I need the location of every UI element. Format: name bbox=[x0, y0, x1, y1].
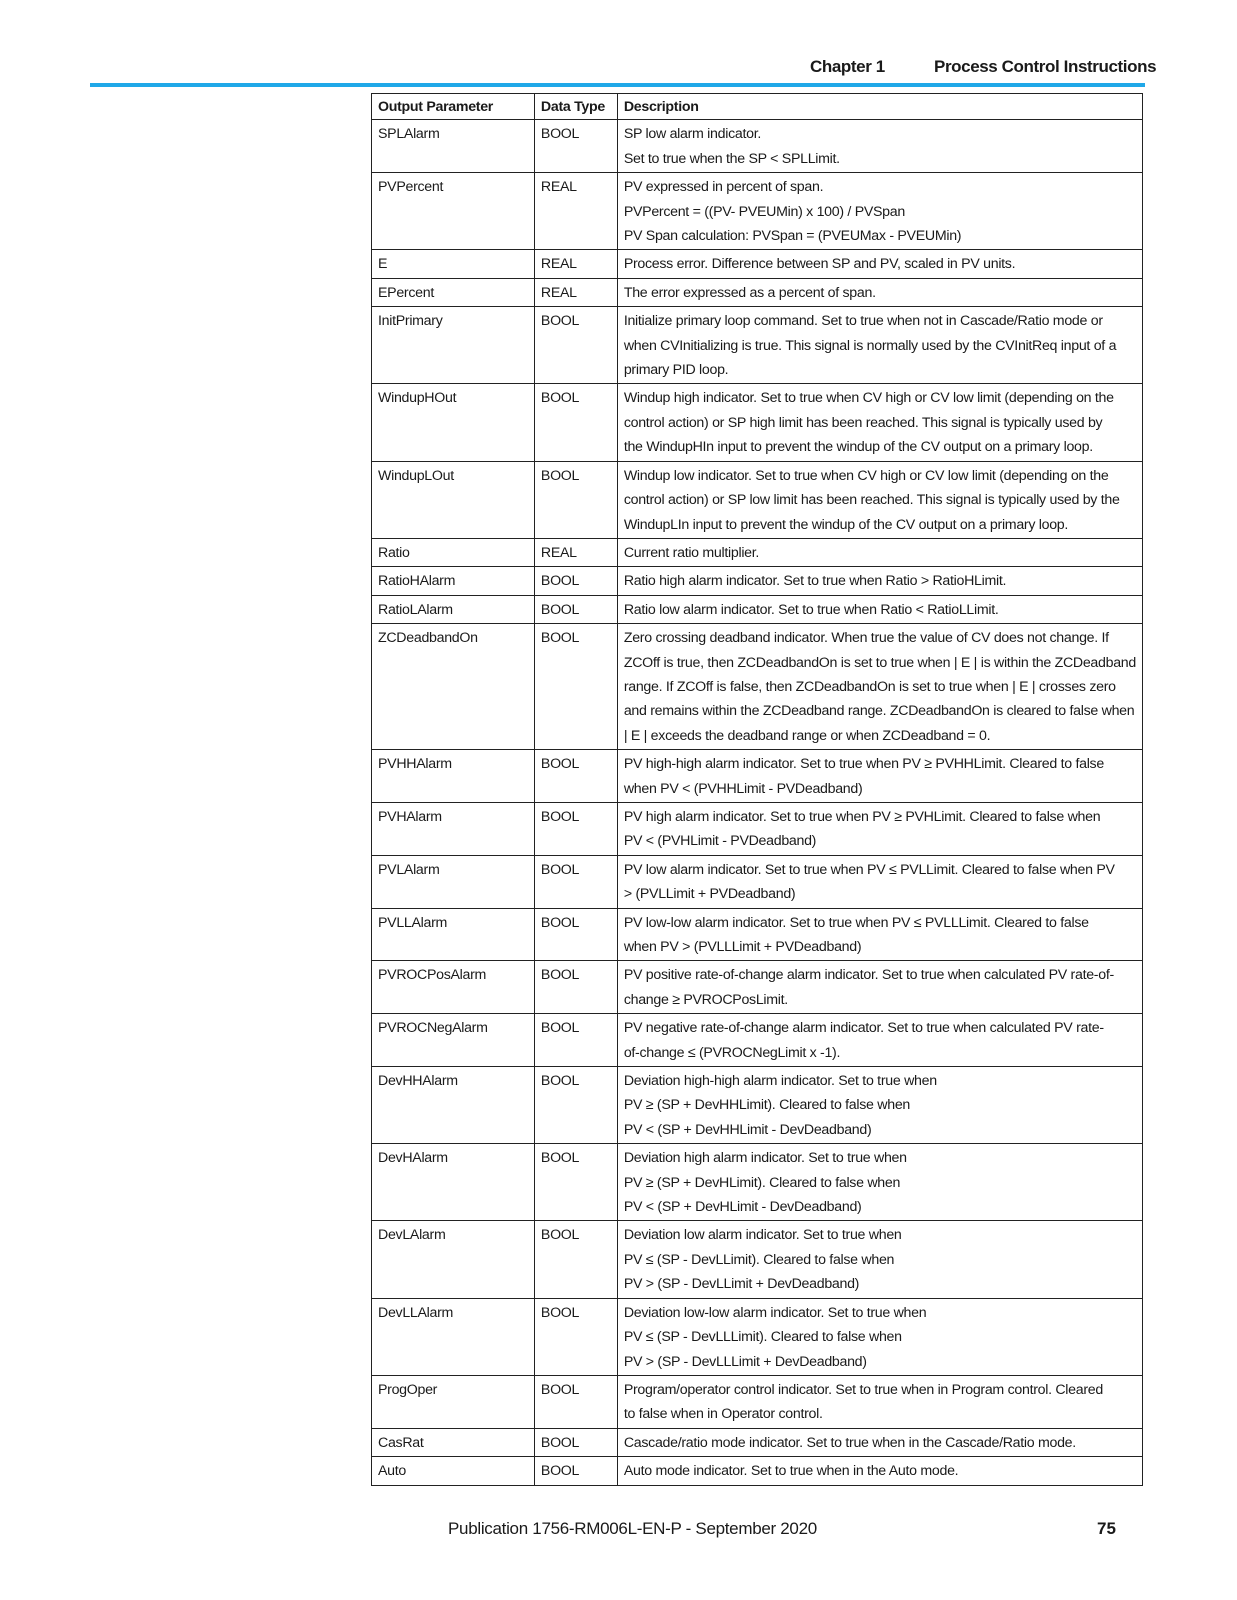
description-line: the WindupHIn input to prevent the windup of the CV output on a primary loop. bbox=[623, 439, 1093, 456]
description-line: control action) or SP high limit has been reached. This signal is typically used by bbox=[623, 414, 1103, 431]
description-line: primary PID loop. bbox=[623, 362, 729, 379]
data-type: BOOL bbox=[534, 120, 617, 173]
parameter-description bbox=[617, 1144, 1142, 1221]
table-row bbox=[372, 1144, 1143, 1221]
parameter-description bbox=[617, 750, 1142, 803]
data-type: BOOL bbox=[534, 908, 617, 961]
description-line: when PV > (PVLLLimit + PVDeadband) bbox=[623, 939, 862, 955]
description-line: | E | exceeds the deadband range or when ZCDeadband = 0. bbox=[623, 727, 991, 744]
parameter-description bbox=[617, 567, 1142, 595]
table-row bbox=[372, 802, 1143, 855]
table-body bbox=[372, 120, 1143, 1485]
description-line: PV ≤ (SP - DevLLLimit). Cleared to false when bbox=[623, 1329, 902, 1346]
description-line: Cascade/ratio mode indicator. Set to true when in the Cascade/Ratio mode. bbox=[623, 1434, 1076, 1451]
parameter-description bbox=[617, 1221, 1142, 1298]
data-type: REAL bbox=[534, 538, 617, 566]
parameter-description bbox=[617, 1375, 1142, 1428]
parameter-description bbox=[617, 307, 1142, 384]
description-line: Deviation high-high alarm indicator. Set to true when bbox=[623, 1073, 937, 1090]
column-header-description: Description bbox=[617, 94, 1142, 120]
table-row bbox=[372, 461, 1143, 538]
data-type: BOOL bbox=[534, 1298, 617, 1375]
page-header bbox=[0, 57, 1237, 81]
table-row bbox=[372, 384, 1143, 461]
parameter-name: InitPrimary bbox=[372, 307, 535, 384]
description-line: Windup low indicator. Set to true when CV high or CV low limit (depending on the bbox=[623, 467, 1109, 484]
data-type: BOOL bbox=[534, 750, 617, 803]
output-parameters-table bbox=[371, 93, 1143, 1486]
data-type: BOOL bbox=[534, 1457, 617, 1485]
description-line: Windup high indicator. Set to true when CV high or CV low limit (depending on the bbox=[623, 390, 1114, 407]
data-type: BOOL bbox=[534, 461, 617, 538]
description-line: PV high-high alarm indicator. Set to true when PV ≥ PVHHLimit. Cleared to false bbox=[623, 756, 1104, 773]
footer-publication: Publication 1756-RM006L-EN-P - September 2020 bbox=[448, 1519, 817, 1538]
parameter-name: WindupLOut bbox=[372, 461, 535, 538]
parameter-description bbox=[617, 1298, 1142, 1375]
parameter-description bbox=[617, 384, 1142, 461]
description-line: Set to true when the SP < SPLLimit. bbox=[623, 150, 840, 167]
description-line: Deviation low-low alarm indicator. Set to true when bbox=[623, 1304, 927, 1321]
description-line: PV negative rate-of-change alarm indicator. Set to true when calculated PV rate- bbox=[623, 1020, 1104, 1037]
parameter-name: DevLAlarm bbox=[372, 1221, 535, 1298]
description-line: PV > (SP - DevLLLimit + DevDeadband) bbox=[623, 1353, 867, 1370]
parameter-description bbox=[617, 624, 1142, 750]
description-line: SP low alarm indicator. bbox=[623, 126, 761, 143]
description-line: PV expressed in percent of span. bbox=[623, 179, 824, 196]
table-row bbox=[372, 855, 1143, 908]
table-row bbox=[372, 1014, 1143, 1067]
description-line: Program/operator control indicator. Set to true when in Program control. Cleared bbox=[623, 1381, 1103, 1398]
parameter-name: PVLAlarm bbox=[372, 855, 535, 908]
description-line: PV < (PVHLimit - PVDeadband) bbox=[623, 833, 817, 850]
table-row bbox=[372, 1221, 1143, 1298]
data-type: BOOL bbox=[534, 1144, 617, 1221]
table-row bbox=[372, 961, 1143, 1014]
description-line: Initialize primary loop command. Set to true when not in Cascade/Ratio mode or bbox=[623, 313, 1103, 330]
table-row bbox=[372, 538, 1143, 566]
table-row bbox=[372, 750, 1143, 803]
data-type: REAL bbox=[534, 173, 617, 250]
table-row bbox=[372, 624, 1143, 750]
table-row bbox=[372, 1067, 1143, 1144]
parameter-name: RatioLAlarm bbox=[372, 595, 535, 623]
description-line: PV positive rate-of-change alarm indicator. Set to true when calculated PV rate-of- bbox=[623, 967, 1114, 984]
description-line: Ratio high alarm indicator. Set to true when Ratio > RatioHLimit. bbox=[623, 573, 1007, 590]
parameter-description bbox=[617, 461, 1142, 538]
parameter-name: DevHAlarm bbox=[372, 1144, 535, 1221]
column-header-parameter: Output Parameter bbox=[372, 94, 535, 120]
parameter-name: CasRat bbox=[372, 1428, 535, 1456]
parameter-description bbox=[617, 1014, 1142, 1067]
parameter-description bbox=[617, 1428, 1142, 1456]
data-type: BOOL bbox=[534, 1221, 617, 1298]
description-line: ZCOff is true, then ZCDeadbandOn is set to true when | E | is within the ZCDeadband bbox=[623, 654, 1136, 671]
description-line: Zero crossing deadband indicator. When true the value of CV does not change. If bbox=[623, 630, 1109, 647]
description-line: PV < (SP + DevHHLimit - DevDeadband) bbox=[623, 1121, 872, 1138]
parameter-name: PVPercent bbox=[372, 173, 535, 250]
table-row bbox=[372, 1457, 1143, 1485]
description-line: PV < (SP + DevHLimit - DevDeadband) bbox=[623, 1199, 862, 1216]
parameter-name: ZCDeadbandOn bbox=[372, 624, 535, 750]
description-line: The error expressed as a percent of span. bbox=[623, 284, 876, 301]
data-type: BOOL bbox=[534, 1014, 617, 1067]
description-line: PV low alarm indicator. Set to true when PV ≤ PVLLimit. Cleared to false when PV bbox=[623, 861, 1115, 878]
table-row bbox=[372, 1298, 1143, 1375]
parameter-name: RatioHAlarm bbox=[372, 567, 535, 595]
description-line: PV Span calculation: PVSpan = (PVEUMax - PVEUMin) bbox=[623, 228, 962, 245]
description-line: range. If ZCOff is false, then ZCDeadbandOn is set to true when | E | crosses zero bbox=[623, 678, 1116, 695]
data-type: BOOL bbox=[534, 855, 617, 908]
description-line: Current ratio multiplier. bbox=[623, 544, 760, 561]
description-line: when CVInitializing is true. This signal is normally used by the CVInitReq input of a bbox=[623, 337, 1117, 354]
parameter-name: WindupHOut bbox=[372, 384, 535, 461]
description-line: and remains within the ZCDeadband range. ZCDeadbandOn is cleared to false when bbox=[623, 703, 1135, 720]
parameter-description bbox=[617, 120, 1142, 173]
chapter-title: Process Control Instructions bbox=[934, 57, 1157, 76]
parameter-description bbox=[617, 250, 1142, 278]
parameter-name: PVROCPosAlarm bbox=[372, 961, 535, 1014]
description-line: PV ≥ (SP + DevHLimit). Cleared to false when bbox=[623, 1174, 901, 1191]
table-row bbox=[372, 278, 1143, 306]
parameter-name: ProgOper bbox=[372, 1375, 535, 1428]
description-line: PV > (SP - DevLLimit + DevDeadband) bbox=[623, 1276, 860, 1293]
description-line: Auto mode indicator. Set to true when in the Auto mode. bbox=[623, 1463, 959, 1480]
header-rule bbox=[90, 83, 1145, 87]
parameter-description bbox=[617, 278, 1142, 306]
parameter-name: SPLAlarm bbox=[372, 120, 535, 173]
data-type: BOOL bbox=[534, 1375, 617, 1428]
data-type: BOOL bbox=[534, 384, 617, 461]
page-number: 75 bbox=[1097, 1519, 1116, 1538]
description-line: PV ≤ (SP - DevLLimit). Cleared to false when bbox=[623, 1251, 895, 1268]
table-row bbox=[372, 908, 1143, 961]
parameter-description bbox=[617, 1067, 1142, 1144]
description-line: > (PVLLimit + PVDeadband) bbox=[623, 886, 796, 903]
description-line: Deviation high alarm indicator. Set to true when bbox=[623, 1150, 907, 1167]
table-row bbox=[372, 595, 1143, 623]
parameter-name: DevLLAlarm bbox=[372, 1298, 535, 1375]
parameter-name: EPercent bbox=[372, 278, 535, 306]
data-type: REAL bbox=[534, 278, 617, 306]
parameter-name: PVLLAlarm bbox=[372, 908, 535, 961]
table-row bbox=[372, 250, 1143, 278]
parameter-name: PVHAlarm bbox=[372, 802, 535, 855]
parameter-description bbox=[617, 538, 1142, 566]
description-line: Deviation low alarm indicator. Set to true when bbox=[623, 1227, 902, 1244]
description-line: PV high alarm indicator. Set to true when PV ≥ PVHLimit. Cleared to false when bbox=[623, 808, 1101, 825]
description-line: PV ≥ (SP + DevHHLimit). Cleared to false when bbox=[623, 1097, 910, 1114]
data-type: BOOL bbox=[534, 595, 617, 623]
data-type: BOOL bbox=[534, 1428, 617, 1456]
parameter-description bbox=[617, 855, 1142, 908]
description-line: Ratio low alarm indicator. Set to true when Ratio < RatioLLimit. bbox=[623, 601, 999, 618]
parameter-name: E bbox=[372, 250, 535, 278]
table-row bbox=[372, 120, 1143, 173]
table-row bbox=[372, 1375, 1143, 1428]
description-line: PV low-low alarm indicator. Set to true when PV ≤ PVLLLimit. Cleared to false bbox=[623, 914, 1089, 931]
description-line: of-change ≤ (PVROCNegLimit x -1). bbox=[623, 1044, 841, 1061]
description-line: WindupLIn input to prevent the windup of the CV output on a primary loop. bbox=[623, 516, 1069, 533]
parameter-description bbox=[617, 961, 1142, 1014]
data-type: BOOL bbox=[534, 307, 617, 384]
description-line: change ≥ PVROCPosLimit. bbox=[623, 991, 788, 1008]
table-row bbox=[372, 567, 1143, 595]
parameter-name: Auto bbox=[372, 1457, 535, 1485]
data-type: BOOL bbox=[534, 567, 617, 595]
data-type: BOOL bbox=[534, 1067, 617, 1144]
parameter-description bbox=[617, 802, 1142, 855]
data-type: REAL bbox=[534, 250, 617, 278]
parameter-description bbox=[617, 1457, 1142, 1485]
data-type: BOOL bbox=[534, 802, 617, 855]
parameter-description bbox=[617, 595, 1142, 623]
description-line: when PV < (PVHHLimit - PVDeadband) bbox=[623, 780, 863, 797]
parameter-name: Ratio bbox=[372, 538, 535, 566]
data-type: BOOL bbox=[534, 961, 617, 1014]
parameter-name: DevHHAlarm bbox=[372, 1067, 535, 1144]
table-row bbox=[372, 1428, 1143, 1456]
description-line: to false when in Operator control. bbox=[623, 1406, 823, 1423]
description-line: PVPercent = ((PV- PVEUMin) x 100) / PVSpan bbox=[623, 203, 905, 220]
description-line: control action) or SP low limit has been reached. This signal is typically used by the bbox=[623, 492, 1120, 509]
column-header-data-type: Data Type bbox=[534, 94, 617, 120]
data-type: BOOL bbox=[534, 624, 617, 750]
parameter-description bbox=[617, 173, 1142, 250]
parameter-description bbox=[617, 908, 1142, 961]
table-header-row bbox=[372, 94, 1143, 120]
parameter-name: PVHHAlarm bbox=[372, 750, 535, 803]
description-line: Process error. Difference between SP and PV, scaled in PV units. bbox=[623, 256, 1016, 273]
table-row bbox=[372, 173, 1143, 250]
chapter-label: Chapter 1 bbox=[810, 57, 885, 76]
table-row bbox=[372, 307, 1143, 384]
parameter-name: PVROCNegAlarm bbox=[372, 1014, 535, 1067]
